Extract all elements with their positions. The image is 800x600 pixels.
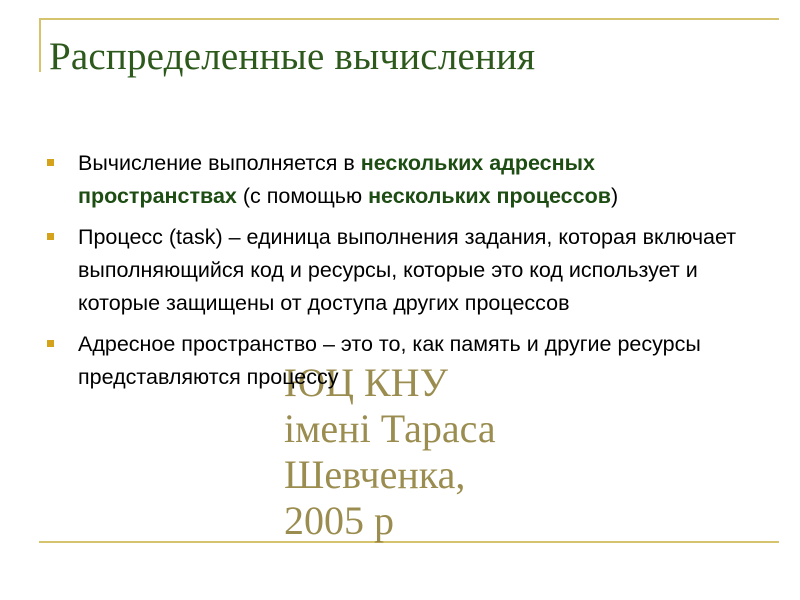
bullet-highlight: нескольких процессов <box>368 184 611 208</box>
side-rule <box>39 18 41 72</box>
bullet-square-icon <box>47 159 54 166</box>
bullet-text-part: ) <box>610 184 619 208</box>
watermark-line: 2005 р <box>284 498 394 543</box>
bullet-list <box>47 147 747 402</box>
bullet-text-part: (с помощью <box>236 184 369 208</box>
bullet-text-part: Адресное пространство – это то, как память и другие ресурсы представляются процессу <box>78 332 701 389</box>
bullet-square-icon <box>47 340 54 347</box>
bullet-text-part: Вычисление выполняется в <box>78 151 361 175</box>
bullet-item <box>47 147 747 213</box>
bullet-square-icon <box>47 233 54 240</box>
bullet-item <box>47 221 747 320</box>
slide-title: Распределенные вычисления <box>49 35 536 78</box>
bullet-highlight: нескольких адресных пространствах <box>78 151 595 208</box>
top-rule <box>39 18 779 20</box>
watermark-line: Шевченка, <box>284 452 466 497</box>
watermark-line: ЮЦ КНУ <box>284 360 448 405</box>
bullet-item <box>47 328 747 394</box>
watermark-line: імені Тараса <box>284 406 496 451</box>
bullet-text-part: Процесс (task) – единица выполнения задания, которая включает выполняющийся код и ресурсы, которые это код использует и которые защищены от доступа других процессов <box>78 225 737 315</box>
